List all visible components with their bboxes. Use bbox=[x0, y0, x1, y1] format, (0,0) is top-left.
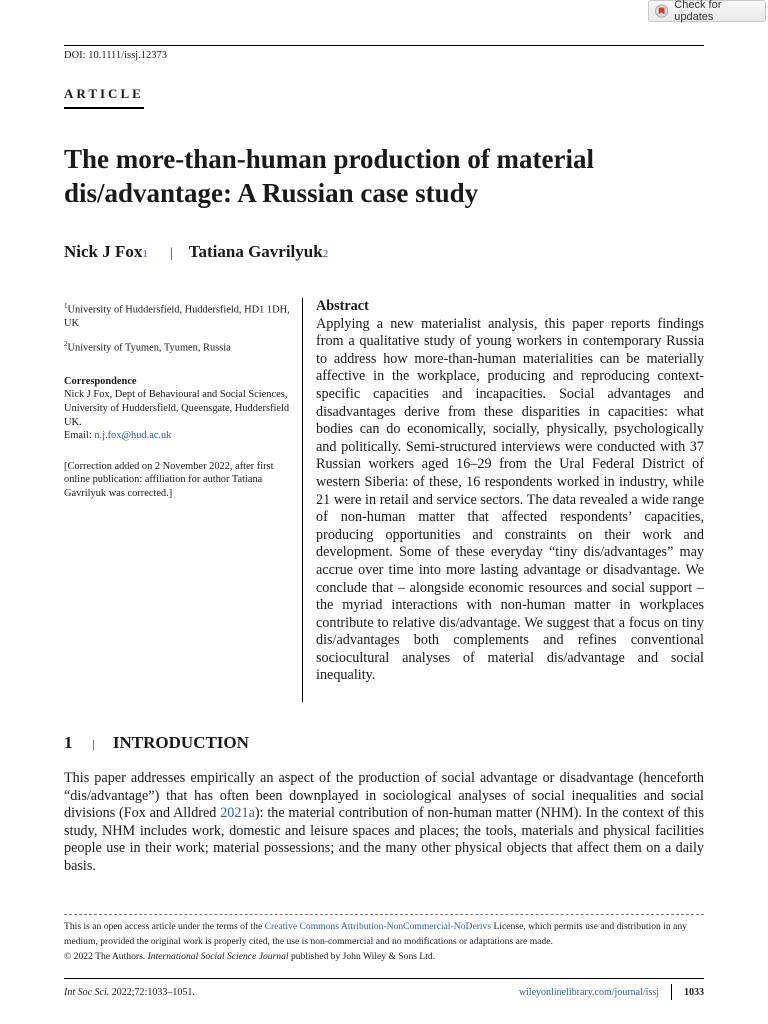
article-title bbox=[64, 142, 704, 210]
intro-text: ): the material contribution of non-human matter (NHM). In the context of this study, NHM includes work, domestic and leisure spaces and places; the tools, materials and physical facilities people use in their work; material possessions; and the many other physical objects that affect them on a daily basis. bbox=[64, 805, 704, 874]
author-list bbox=[64, 242, 328, 262]
author-name[interactable]: Tatiana Gavrilyuk bbox=[188, 242, 323, 261]
citation-info bbox=[64, 987, 195, 998]
affiliation-number: 2 bbox=[64, 339, 68, 348]
article-title-line-1: The more-than-human production of material bbox=[64, 144, 595, 174]
section-separator: | bbox=[92, 737, 95, 751]
page-number: 1033 bbox=[684, 986, 704, 998]
footer-right bbox=[519, 984, 704, 1000]
affiliation-number: 1 bbox=[64, 302, 68, 310]
email-link[interactable]: n.j.fox@hud.ac.uk bbox=[94, 430, 172, 442]
affiliation-text: University of Huddersfield, Huddersfield, HD1 1DH, UK bbox=[64, 304, 290, 330]
correction-note: [Correction added on 2 November 2022, after first online publication: affiliation for author Tatiana Gavrilyuk was corrected.] bbox=[64, 460, 274, 499]
crossmark-icon bbox=[655, 4, 668, 18]
journal-abbrev: Int Soc Sci. bbox=[64, 986, 110, 998]
abstract-heading: Abstract bbox=[316, 298, 369, 314]
license-divider bbox=[64, 914, 704, 915]
license-text: License, which permits use and distribution in any medium, provided the original work is properly cited, the use is non-commercial and no modifications or adaptations are made. bbox=[64, 921, 687, 947]
author-separator: | bbox=[169, 246, 173, 261]
article-type-underline bbox=[64, 107, 144, 109]
article-type-label: ARTICLE bbox=[64, 86, 144, 101]
column-divider bbox=[302, 298, 303, 702]
intro-text: This paper addresses empirically an aspect of the production of social advantage or disadvantage (henceforth “dis/advantage”) that has often been downplayed in sociological analyses of social inequalities and social divisions (Fox and Alldred bbox=[64, 770, 704, 822]
author-affiliation-marker[interactable]: 1 bbox=[142, 248, 148, 260]
license-text: This is an open access article under the terms of the bbox=[64, 921, 265, 932]
affiliation bbox=[64, 338, 292, 355]
section-heading bbox=[64, 733, 249, 753]
check-for-updates-button[interactable] bbox=[648, 0, 766, 22]
section-number: 1 bbox=[64, 733, 73, 752]
correspondence-text: Nick J Fox, Dept of Behavioural and Social Sciences, University of Huddersfield, Queensgate, Huddersfield UK. bbox=[64, 389, 290, 428]
citation-range: 2022;72:1033–1051. bbox=[109, 986, 195, 998]
header-rule bbox=[64, 45, 704, 46]
article-info-column bbox=[64, 300, 292, 507]
license-link[interactable]: Creative Commons Attribution-NonCommercial-NoDerivs bbox=[264, 921, 492, 932]
affiliation-text: University of Tyumen, Tyumen, Russia bbox=[67, 342, 231, 354]
correspondence bbox=[64, 375, 292, 443]
copyright-text: © 2022 The Authors. bbox=[64, 951, 148, 962]
author-affiliation-marker[interactable]: 2 bbox=[322, 248, 329, 260]
section-title: INTRODUCTION bbox=[112, 733, 249, 752]
article-title-line-2: dis/advantage: A Russian case study bbox=[64, 178, 479, 208]
journal-name: International Social Science Journal bbox=[147, 951, 289, 962]
email-label: Email: bbox=[64, 430, 95, 442]
footer-rule bbox=[64, 978, 704, 979]
check-for-updates-label: Check for updates bbox=[674, 0, 722, 23]
abstract bbox=[316, 298, 704, 685]
copyright-text: published by John Wiley & Sons Ltd. bbox=[288, 951, 436, 962]
correspondence-heading: Correspondence bbox=[64, 375, 137, 387]
introduction-paragraph bbox=[64, 770, 704, 876]
author-name[interactable]: Nick J Fox bbox=[64, 242, 143, 261]
license-notice bbox=[64, 919, 704, 964]
abstract-text: Applying a new materialist analysis, this paper reports findings from a qualitative study of young workers in contemporary Russia to address how more-than-human materialities can be materially affective in the workplace, producing and reproducing context-specific capacities and incapacities. Social advantages and disadvantages derive from these disparities in capacities: what bodies can do economically, socially, physically, psychologically and politically. Semi-structured interviews were conducted with 37 Russian workers aged 16–29 from the Ural Federal District of western Siberia: of these, 16 respondents worked in industry, while 21 were in retail and service sectors. The data revealed a wide range of non-human matter that affected respondents’ capacities, producing opportunities and constraints on their work and development. Some of these everyday “tiny dis/advantages” may accrue over time into more lasting advantage or disadvantage. We conclude that – alongside economic resources and social support – the myriad interactions with non-human matter in workplaces contribute to relative dis/advantage. We suggest that a focus on tiny dis/advantages both complements and refines conventional sociocultural analyses of material dis/advantage and social inequality. bbox=[316, 315, 704, 684]
doi[interactable]: DOI: 10.1111/issj.12373 bbox=[64, 50, 167, 61]
page-footer bbox=[64, 984, 704, 1000]
footer-separator bbox=[671, 984, 672, 1000]
journal-url-link[interactable]: wileyonlinelibrary.com/journal/issj bbox=[518, 986, 659, 998]
citation-link[interactable]: 2021a bbox=[220, 805, 255, 822]
affiliation bbox=[64, 300, 292, 331]
